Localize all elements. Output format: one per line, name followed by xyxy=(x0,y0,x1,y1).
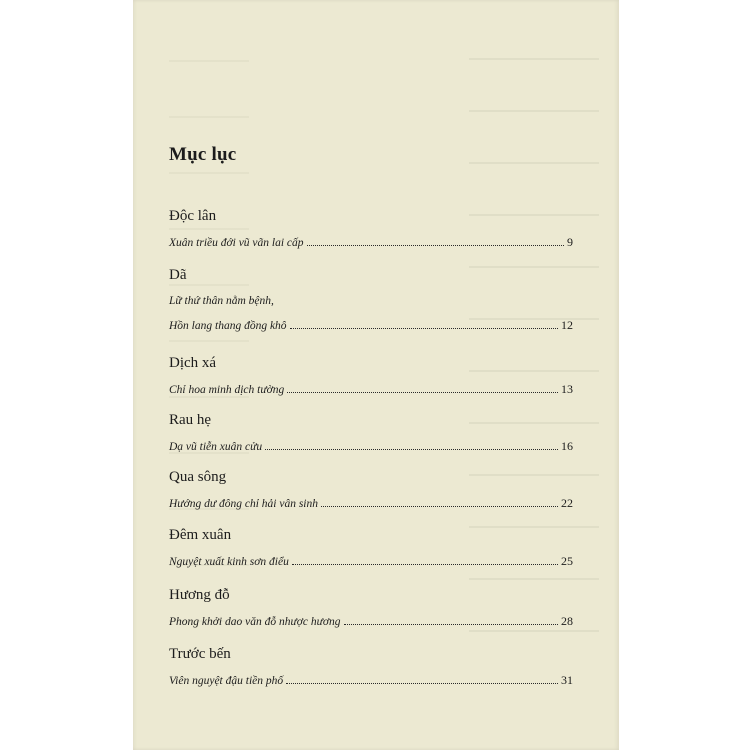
toc-page-number: 13 xyxy=(561,382,573,396)
toc-entry-line xyxy=(169,382,573,397)
toc-entry-subtitle: Hồn lang thang đồng khô xyxy=(169,320,287,332)
toc-entry xyxy=(169,645,573,688)
toc-entry-subtitle: Nguyệt xuất kinh sơn điểu xyxy=(169,556,289,568)
toc-entry xyxy=(169,207,573,250)
toc-heading: Mục lục xyxy=(169,144,237,165)
dot-leader xyxy=(286,683,558,684)
dot-leader xyxy=(292,564,558,565)
toc-entry-line xyxy=(169,294,573,308)
toc-entry-subtitle: Dạ vũ tiễn xuân cửu xyxy=(169,441,263,453)
toc-entry xyxy=(169,354,573,397)
dot-leader xyxy=(307,245,564,246)
toc-entry-subtitle: Xuân triều đới vũ vãn lai cấp xyxy=(169,237,304,249)
toc-entry-title: Qua sông xyxy=(169,469,227,485)
toc-page-number: 22 xyxy=(561,496,573,510)
toc-entry-line xyxy=(169,673,573,688)
dot-leader xyxy=(344,624,559,625)
toc-entry-line xyxy=(169,614,573,629)
book-page xyxy=(133,0,619,750)
toc-entry xyxy=(169,586,573,629)
toc-entry-title: Dã xyxy=(169,267,187,283)
toc-entry-title: Đêm xuân xyxy=(169,527,232,543)
toc-page-number: 31 xyxy=(561,673,573,687)
toc-page-number: 25 xyxy=(561,554,573,568)
toc-entry xyxy=(169,468,573,511)
toc-entry-line xyxy=(169,554,573,569)
dot-leader xyxy=(265,449,558,450)
toc-entry-line xyxy=(169,496,573,511)
toc-entry-title: Rau hẹ xyxy=(169,412,212,428)
toc-page-number: 28 xyxy=(561,614,573,628)
toc-entry-title: Hương đỗ xyxy=(169,587,230,603)
toc-entry xyxy=(169,411,573,454)
dot-leader xyxy=(321,506,558,507)
toc-entry-title: Trước bến xyxy=(169,646,231,662)
toc-page-number: 16 xyxy=(561,439,573,453)
toc-entry-subtitle: Hướng dư đông chỉ hải vân sinh xyxy=(169,498,319,510)
toc-entry xyxy=(169,526,573,569)
toc-entry-line xyxy=(169,318,573,333)
toc-entry-line xyxy=(169,439,573,454)
dot-leader xyxy=(287,392,558,393)
toc-entry-subtitle: Viên nguyệt đậu tiền phố xyxy=(169,675,284,687)
toc-entry-line xyxy=(169,235,573,250)
toc-page-number: 12 xyxy=(561,318,573,332)
toc-entry-subtitle: Lữ thứ thân nằm bệnh, xyxy=(169,295,274,307)
toc-entry-title: Độc lân xyxy=(169,208,217,224)
toc-entry-subtitle: Phong khởi dao văn đỗ nhược hương xyxy=(169,616,341,628)
dot-leader xyxy=(290,328,558,329)
toc-entry-title: Dịch xá xyxy=(169,355,217,371)
toc-entry-subtitle: Chỉ hoa minh dịch tường xyxy=(169,384,285,396)
toc-entry xyxy=(169,266,573,333)
toc-page-number: 9 xyxy=(567,235,573,249)
